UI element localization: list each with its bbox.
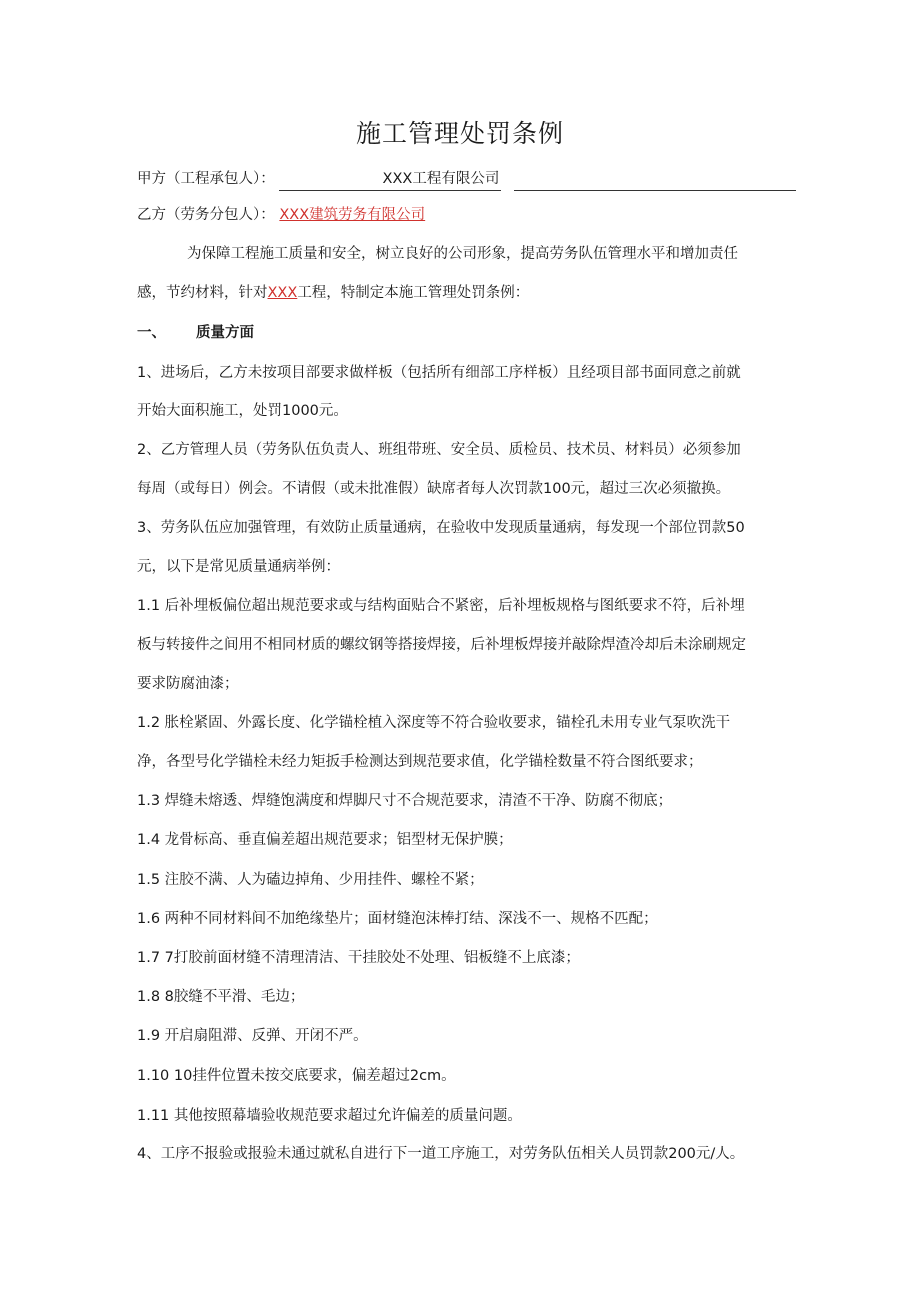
- body-line: 1.8 8胶缝不平滑、毛边；: [137, 989, 305, 1005]
- body-line: 1.4 龙骨标高、垂直偏差超出规范要求；铝型材无保护膜；: [137, 832, 513, 848]
- body-line: 1.11 其他按照幕墙验收规范要求超过允许偏差的质量问题。: [137, 1108, 522, 1124]
- body-line: 元，以下是常见质量通病举例：: [137, 559, 340, 575]
- body-line: 1.2 胀栓紧固、外露长度、化学锚栓植入深度等不符合验收要求，锚栓孔未用专业气泵吹洗干: [137, 715, 731, 731]
- body-line: 1.7 7打胶前面材缝不清理清洁、干挂胶处不处理、铝板缝不上底漆；: [137, 950, 580, 966]
- body-line: 1、进场后，乙方未按项目部要求做样板（包括所有细部工序样板）且经项目部书面同意之前就: [137, 365, 741, 381]
- body-line: 1.5 注胶不满、人为磕边掉角、少用挂件、螺栓不紧；: [137, 872, 484, 888]
- party-a-line: [137, 168, 797, 191]
- intro-line-1: 为保障工程施工质量和安全，树立良好的公司形象，提高劳务队伍管理水平和增加责任: [187, 246, 738, 262]
- intro-text-b: 工程，特制定本施工管理处罚条例：: [297, 285, 530, 301]
- party-a-blank-line: [514, 172, 796, 191]
- body-line: 要求防腐油漆；: [137, 676, 239, 692]
- body-line: 每周（或每日）例会。不请假（或未批准假）缺席者每人次罚款100元，超过三次必须撤换。: [137, 481, 731, 497]
- party-a-label: 甲方（工程承包人）：: [137, 171, 275, 187]
- body-line: 开始大面积施工，处罚1000元。: [137, 403, 348, 419]
- section-title: 质量方面: [196, 325, 254, 341]
- intro-text-a: 感，节约材料，针对: [137, 285, 268, 301]
- section-heading: [137, 322, 797, 344]
- body-line: 1.6 两种不同材料间不加绝缘垫片；面材缝泡沫棒打结、深浅不一、规格不匹配；: [137, 911, 658, 927]
- intro-line-2: [137, 282, 797, 304]
- party-b-company: XXX建筑劳务有限公司: [279, 207, 426, 223]
- party-b-label: 乙方（劳务分包人）：: [137, 207, 275, 223]
- body-line: 板与转接件之间用不相同材质的螺纹钢等搭接焊接，后补埋板焊接并敲除焊渣冷却后未涂刷规定: [137, 637, 746, 653]
- body-line: 1.9 开启扇阻滞、反弹、开闭不严。: [137, 1028, 368, 1044]
- body-line: 2、乙方管理人员（劳务队伍负责人、班组带班、安全员、质检员、技术员、材料员）必须参加: [137, 442, 741, 458]
- body-line: 净，各型号化学锚栓未经力矩扳手检测达到规范要求值，化学锚栓数量不符合图纸要求；: [137, 754, 703, 770]
- party-a-company: XXX工程有限公司: [279, 168, 501, 191]
- party-b-line: [137, 204, 797, 226]
- body-line: 1.10 10挂件位置未按交底要求，偏差超过2cm。: [137, 1068, 456, 1084]
- body-line: 3、劳务队伍应加强管理，有效防止质量通病，在验收中发现质量通病，每发现一个部位罚款50: [137, 520, 745, 536]
- body-line: 1.3 焊缝未熔透、焊缝饱满度和焊脚尺寸不合规范要求，清渣不干净、防腐不彻底；: [137, 793, 673, 809]
- body-line: 4、工序不报验或报验未通过就私自进行下一道工序施工，对劳务队伍相关人员罚款200元/人。: [137, 1146, 745, 1162]
- body-line: 1.1 后补埋板偏位超出规范要求或与结构面贴合不紧密，后补埋板规格与图纸要求不符，后补埋: [137, 598, 745, 614]
- document-title: 施工管理处罚条例: [355, 119, 564, 148]
- section-number: 一、: [137, 325, 166, 341]
- intro-project-name: XXX: [267, 285, 298, 301]
